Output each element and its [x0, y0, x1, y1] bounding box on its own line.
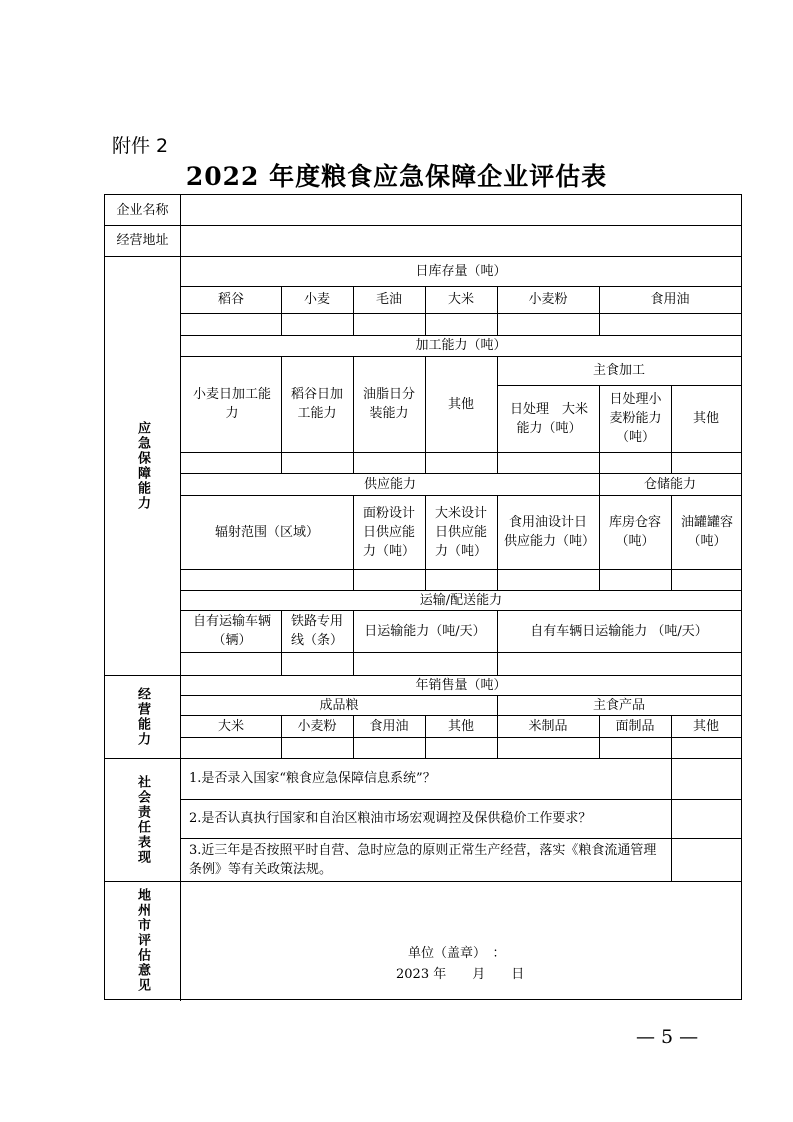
- grid-line: [281, 610, 282, 675]
- social-item-2: 2.是否认真执行国家和自治区粮油市场宏观调控及保供稳价工作要求？: [189, 811, 592, 826]
- inventory-col-flour: 小麦粉: [528, 292, 568, 307]
- grid-line: [353, 495, 354, 590]
- staple-products-title: 主食产品: [592, 697, 645, 713]
- unit-seal-label: 单位（盖章） ：: [408, 946, 506, 961]
- sales-col-oil: 食用油: [369, 718, 409, 734]
- sales-col-staple-other: 其他: [692, 718, 719, 734]
- sales-title: 年销售量（吨）: [415, 677, 507, 693]
- sales-col-flour: 小麦粉: [297, 718, 337, 734]
- supply-title: 供应能力: [363, 476, 416, 492]
- attachment-label: 附件 2: [112, 135, 169, 157]
- grid-line: [105, 225, 741, 226]
- sales-col-flour-products: 面制品: [615, 718, 655, 734]
- storage-title: 仓储能力: [643, 476, 696, 492]
- social-item-3: 3.近三年是否按照平时自营、急时应急的原则正常生产经营，落实《粮食流通管理条例》等有关政策法规。: [189, 842, 657, 877]
- grid-line: [599, 385, 600, 473]
- inventory-col-wheat: 小麦: [303, 292, 330, 307]
- grid-line: [181, 569, 741, 570]
- transport-col-daily: 日运输能力（吨/天）: [364, 623, 486, 639]
- grid-line: [281, 356, 282, 473]
- grid-line: [671, 495, 672, 590]
- social-item-1: 1.是否录入国家“粮食应急保障信息系统”？: [189, 771, 436, 786]
- processing-col-other: 其他: [447, 396, 474, 412]
- inventory-col-crude-oil: 毛油: [375, 292, 402, 307]
- social-label: 社会责任表现: [135, 774, 150, 865]
- form-title: 2022 年度粮食应急保障企业评估表: [185, 162, 608, 191]
- address-label: 经营地址: [116, 233, 169, 248]
- evaluation-label-cell: [105, 881, 180, 999]
- grid-line: [181, 313, 741, 314]
- grid-line: [671, 758, 672, 881]
- transport-col-railway: 铁路专用线（条）: [290, 614, 343, 648]
- grid-line: [181, 452, 741, 453]
- inventory-col-rice: 大米: [447, 292, 474, 307]
- supply-col-radius: 辐射范围（区域）: [214, 524, 319, 540]
- emergency-label: 应急保障能力: [135, 420, 150, 511]
- grid-line: [353, 356, 354, 473]
- evaluation-label: 地州市评估意见: [135, 887, 150, 993]
- grid-line: [425, 495, 426, 590]
- grid-line: [181, 737, 741, 738]
- business-label: 经营能力: [135, 686, 150, 747]
- grid-line: [181, 652, 741, 653]
- business-label-cell: [105, 675, 180, 758]
- staple-processing-title: 主食加工: [592, 363, 645, 378]
- grid-line: [105, 881, 741, 882]
- evaluation-table: [104, 194, 742, 1000]
- processing-col-daily-flour: 日处理小麦粉能力（吨）: [609, 392, 662, 445]
- sales-col-rice-products: 米制品: [528, 718, 568, 734]
- supply-col-oil: 食用油设计日供应能力（吨）: [504, 515, 596, 549]
- emergency-label-cell: [105, 256, 180, 675]
- transport-col-vehicles: 自有运输车辆（辆）: [192, 614, 271, 648]
- page-number: — 5 —: [636, 1026, 699, 1048]
- transport-title: 运输/配送能力: [419, 592, 503, 608]
- transport-col-own-daily: 自有车辆日运输能力 （吨/天）: [530, 623, 708, 639]
- storage-col-oil-tank: 油罐罐容（吨）: [680, 515, 733, 549]
- sales-col-other: 其他: [447, 718, 474, 734]
- processing-col-daily-rice: 日处理 大米能力（吨）: [509, 401, 588, 436]
- processing-col-paddy: 稻谷日加工能力: [290, 387, 343, 421]
- sales-col-rice: 大米: [217, 718, 244, 734]
- social-label-cell: [105, 758, 180, 881]
- processing-col-staple-other: 其他: [692, 411, 719, 426]
- processing-col-wheat: 小麦日加工能力: [192, 387, 271, 421]
- evaluation-date: 2023 年 月 日: [396, 967, 525, 982]
- finished-grain-title: 成品粮: [319, 697, 359, 713]
- processing-col-oil: 油脂日分装能力: [362, 387, 415, 421]
- grid-line: [497, 495, 498, 590]
- processing-title: 加工能力（吨）: [415, 338, 507, 353]
- storage-col-warehouse: 库房仓容（吨）: [608, 515, 661, 549]
- company-name-label: 企业名称: [116, 202, 169, 218]
- inventory-title: 日库存量（吨）: [415, 263, 507, 279]
- supply-col-rice: 大米设计日供应能力（吨）: [434, 505, 487, 559]
- inventory-col-edible-oil: 食用油: [650, 292, 690, 307]
- inventory-col-rice-paddy: 稻谷: [217, 292, 244, 307]
- supply-col-flour: 面粉设计日供应能力（吨）: [362, 505, 415, 559]
